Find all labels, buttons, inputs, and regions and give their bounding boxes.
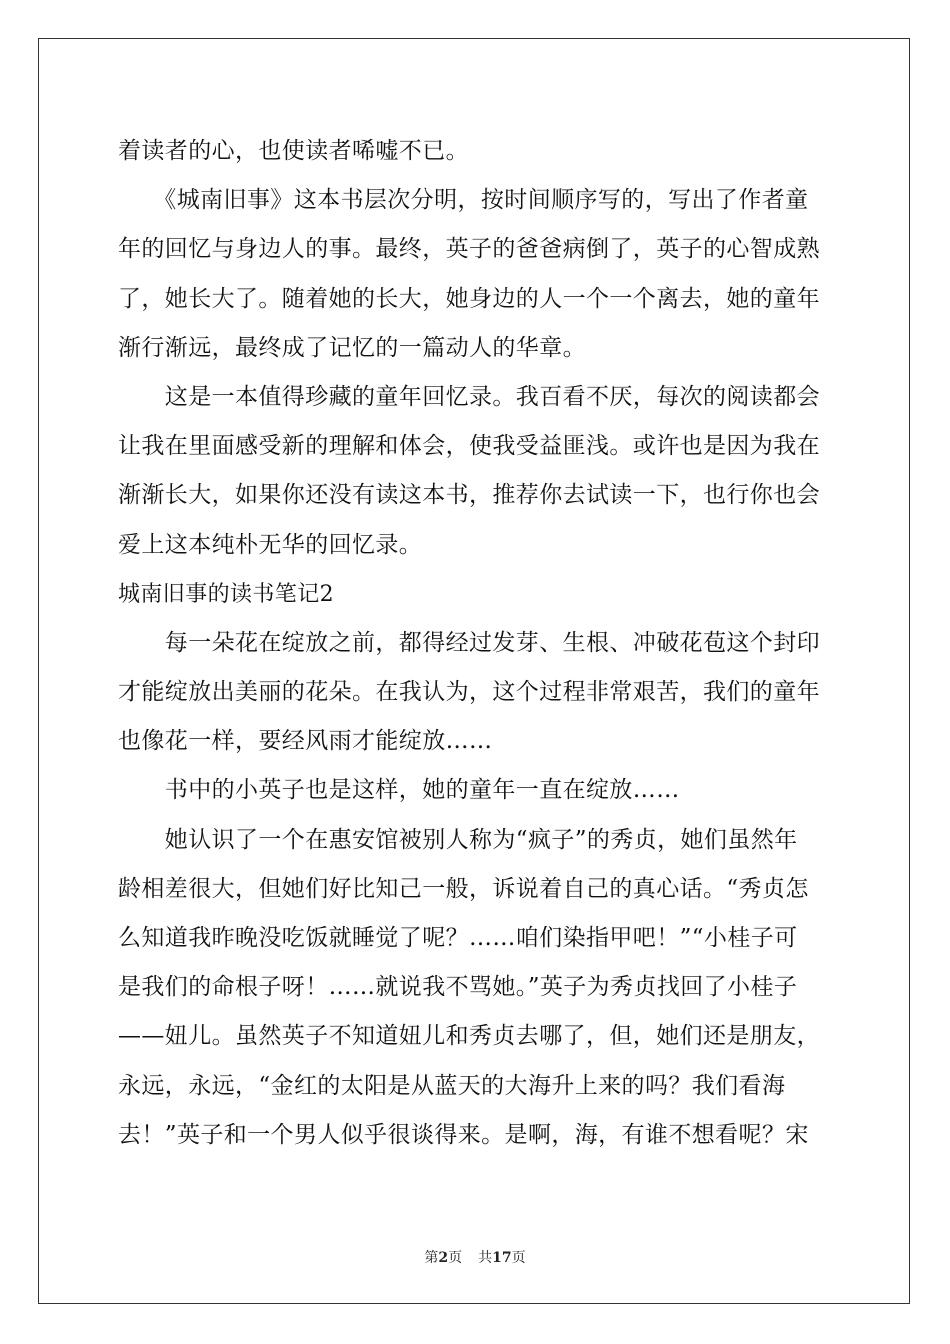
document-body [118,127,834,1160]
section-heading: 城南旧事的读书笔记2 [118,581,334,607]
text-line: 爱上这本纯朴无华的回忆录。 [118,531,423,558]
text-line: 去！”英子和一个男人似乎很谈得来。是啊，海，有谁不想看呢？宋 [118,1121,809,1148]
page-footer [0,1247,950,1267]
total-suffix: 页 [511,1250,526,1266]
page-current: 2 [438,1250,449,1266]
text-line: 《城南旧事》这本书层次分明，按时间顺序写的，写出了作者童 [118,187,809,214]
text-line: 永远，永远，“金红的太阳是从蓝天的大海升上来的吗？我们看海 [118,1072,786,1099]
page-prefix: 第 [424,1250,439,1266]
total-prefix: 共 [478,1250,493,1266]
page-total: 17 [492,1250,512,1266]
text-line: 让我在里面感受新的理解和体会，使我受益匪浅。或许也是因为我在 [118,433,820,460]
text-line: 龄相差很大，但她们好比知己一般，诉说着自己的真心话。“秀贞怎 [118,875,809,902]
text-line: 着读者的心，也使读者唏嘘不已。 [118,138,469,164]
text-line: 也像花一样，要经风雨才能绽放…… [118,728,493,755]
text-line: 才能绽放出美丽的花朵。在我认为，这个过程非常艰苦，我们的童年 [118,679,820,706]
text-line: 么知道我昨晚没吃饭就睡觉了呢？……咱们染指甲吧！”“小桂子可 [118,925,798,951]
text-line: 书中的小英子也是这样，她的童年一直在绽放…… [118,777,680,804]
text-line: 每一朵花在绽放之前，都得经过发芽、生根、冲破花苞这个封印 [118,629,820,656]
text-line: 渐渐长大，如果你还没有读这本书，推荐你去试读一下，也行你也会 [118,482,820,509]
text-line: 是我们的命根子呀！……就说我不骂她。”英子为秀贞找回了小桂子 [118,974,798,1001]
text-line: 渐行渐远，最终成了记忆的一篇动人的华章。 [118,334,586,361]
text-line: 年的回忆与身边人的事。最终，英子的爸爸病倒了，英子的心智成熟 [118,236,820,263]
text-line: 她认识了一个在惠安馆被别人称为“疯子”的秀贞，她们虽然年 [118,826,798,853]
text-line: ——妞儿。虽然英子不知道妞儿和秀贞去哪了，但，她们还是朋友， [118,1023,820,1050]
page-suffix: 页 [448,1250,463,1266]
text-line: 这是一本值得珍藏的童年回忆录。我百看不厌，每次的阅读都会 [118,383,820,410]
text-line: 了，她长大了。随着她的长大，她身边的人一个一个离去，她的童年 [118,285,820,312]
